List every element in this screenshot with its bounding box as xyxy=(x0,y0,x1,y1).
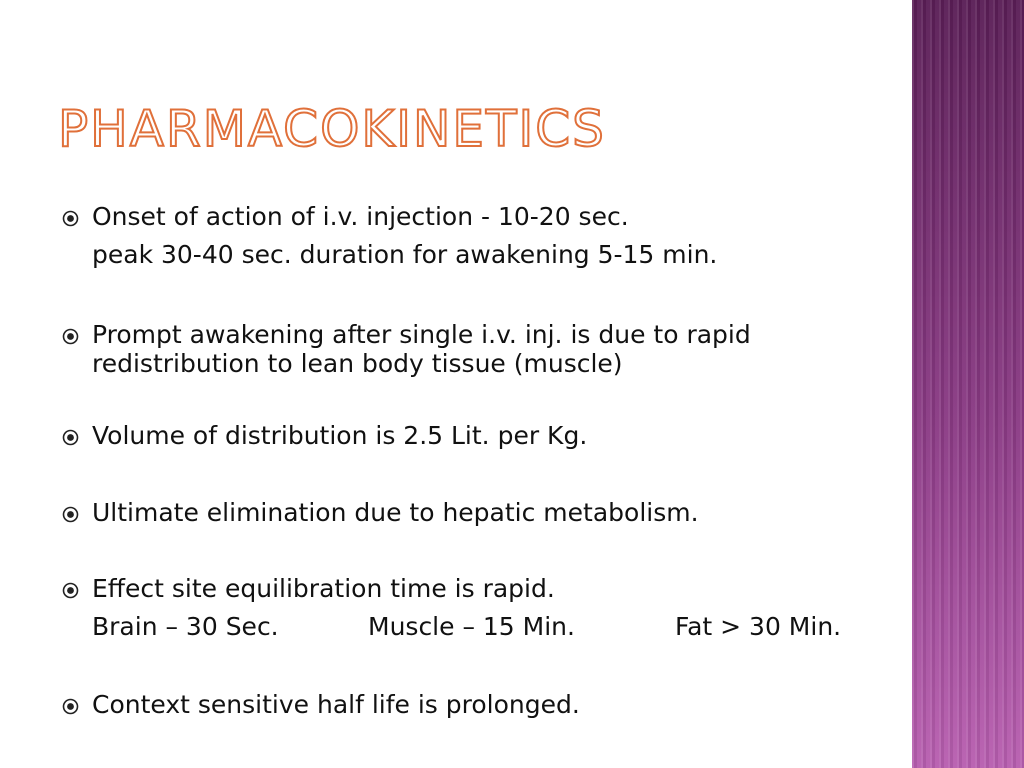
equilibration-muscle: Muscle – 15 Min. xyxy=(368,612,575,641)
bullet-text-line: redistribution to lean body tissue (muscle) xyxy=(92,349,623,378)
circled-dot-icon xyxy=(62,506,79,523)
bullet-text-line: Prompt awakening after single i.v. inj. is due to rapid xyxy=(92,320,751,349)
circled-dot-icon xyxy=(62,582,79,599)
bullet-text-line: Context sensitive half life is prolonged. xyxy=(92,690,580,719)
decorative-side-band xyxy=(912,0,1024,768)
circled-dot-icon xyxy=(62,429,79,446)
band-stripes xyxy=(912,0,1024,768)
bullet-text-line: peak 30-40 sec. duration for awakening 5-15 min. xyxy=(92,240,718,269)
circled-dot-icon xyxy=(62,328,79,345)
bullet-text-line: Ultimate elimination due to hepatic metabolism. xyxy=(92,498,699,527)
equilibration-fat: Fat > 30 Min. xyxy=(675,612,842,641)
bullet-text-line: Onset of action of i.v. injection - 10-20 sec. xyxy=(92,202,629,231)
equilibration-brain: Brain – 30 Sec. xyxy=(92,612,279,641)
circled-dot-icon xyxy=(62,698,79,715)
slide-title: PHARMACOKINETICS xyxy=(58,100,606,158)
bullet-text-line: Volume of distribution is 2.5 Lit. per Kg. xyxy=(92,421,588,450)
circled-dot-icon xyxy=(62,210,79,227)
bullet-text-line: Effect site equilibration time is rapid. xyxy=(92,574,555,603)
